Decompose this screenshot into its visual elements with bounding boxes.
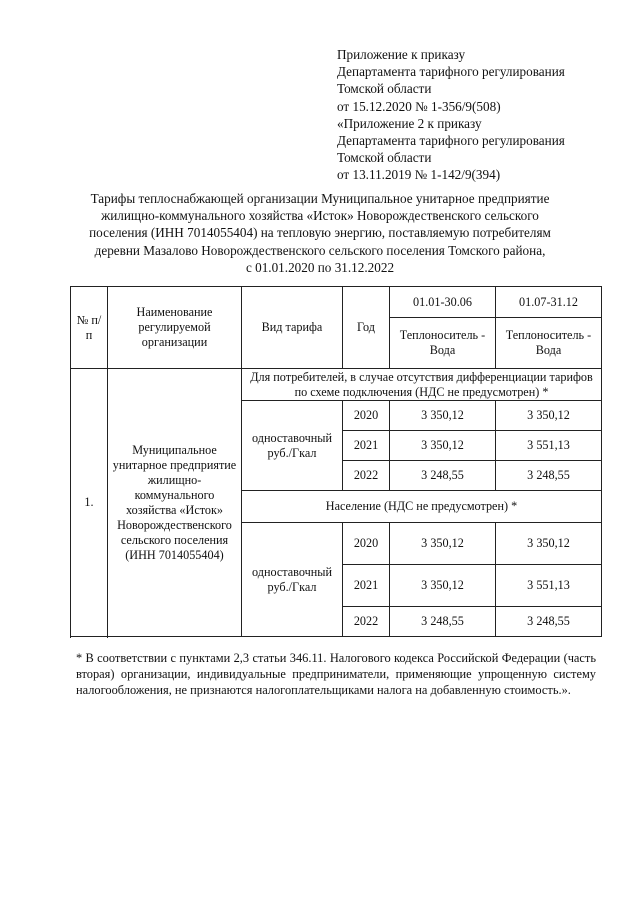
row-number: 1. bbox=[71, 369, 108, 637]
table-header-row bbox=[71, 287, 602, 318]
year-cell: 2020 bbox=[343, 523, 390, 565]
value-cell: 3 551,13 bbox=[496, 565, 602, 607]
appendix-line: от 13.11.2019 № 1-142/9(394) bbox=[337, 167, 501, 183]
header-carrier-1: Теплоноситель - Вода bbox=[390, 318, 496, 369]
header-period-2: 01.07-31.12 bbox=[496, 287, 602, 318]
header-carrier-2: Теплоноситель - Вода bbox=[496, 318, 602, 369]
value-cell: 3 350,12 bbox=[496, 523, 602, 565]
tariff-type-cell: одноставочный руб./Гкал bbox=[242, 523, 343, 637]
appendix-line: от 15.12.2020 № 1-356/9(508) bbox=[337, 98, 501, 114]
header-number: № п/п bbox=[71, 287, 108, 369]
appendix-line: Департамента тарифного регулирования bbox=[337, 133, 565, 149]
value-cell: 3 350,12 bbox=[496, 401, 602, 431]
header-organization: Наименование регулируемой организации bbox=[108, 287, 242, 369]
document-title bbox=[60, 190, 580, 276]
appendix-line: Томской области bbox=[337, 150, 432, 166]
header-period-1: 01.01-30.06 bbox=[390, 287, 496, 318]
value-cell: 3 350,12 bbox=[390, 523, 496, 565]
organization-name: Муниципальное унитарное предприятие жилищно-коммунального хозяйства «Исток» Новорождественского сельского поселения (ИНН 7014055404) bbox=[108, 369, 242, 637]
title-line: поселения (ИНН 7014055404) на тепловую энергию, поставляемую потребителям bbox=[89, 225, 551, 241]
tariff-table bbox=[70, 286, 602, 637]
title-line: Тарифы теплоснабжающей организации Муниципальное унитарное предприятие bbox=[90, 191, 550, 206]
title-line: с 01.01.2020 по 31.12.2022 bbox=[245, 259, 395, 275]
value-cell: 3 248,55 bbox=[390, 607, 496, 637]
appendix-line: «Приложение 2 к приказу bbox=[337, 115, 482, 131]
year-cell: 2021 bbox=[343, 431, 390, 461]
footnote: * В соответствии с пунктами 2,3 статьи 346.11. Налогового кодекса Российской Федерации (часть вторая) организации, индивидуальные предприниматели, применяющие упрощенную систему налогообложения, не признаются налогоплательщиками налога на добавленную стоимость.». bbox=[76, 651, 596, 698]
header-year: Год bbox=[343, 287, 390, 369]
appendix-line: Департамента тарифного регулирования bbox=[337, 64, 565, 80]
appendix-line: Томской области bbox=[337, 81, 432, 97]
value-cell: 3 350,12 bbox=[390, 431, 496, 461]
value-cell: 3 248,55 bbox=[496, 607, 602, 637]
year-cell: 2021 bbox=[343, 565, 390, 607]
year-cell: 2022 bbox=[343, 607, 390, 637]
appendix-reference bbox=[337, 46, 617, 184]
section-row bbox=[71, 369, 602, 401]
value-cell: 3 248,55 bbox=[496, 461, 602, 491]
section-title: Население (НДС не предусмотрен) * bbox=[242, 491, 602, 523]
year-cell: 2022 bbox=[343, 461, 390, 491]
value-cell: 3 551,13 bbox=[496, 431, 602, 461]
value-cell: 3 350,12 bbox=[390, 401, 496, 431]
section-title: Для потребителей, в случае отсутствия дифференциации тарифов по схеме подключения (НДС не предусмотрен) * bbox=[242, 369, 602, 401]
tariff-type-cell: одноставочный руб./Гкал bbox=[242, 401, 343, 491]
header-tariff-type: Вид тарифа bbox=[242, 287, 343, 369]
value-cell: 3 350,12 bbox=[390, 565, 496, 607]
appendix-line: Приложение к приказу bbox=[337, 47, 466, 62]
title-line: деревни Мазалово Новорождественского сельского поселения Томского района, bbox=[94, 242, 546, 258]
value-cell: 3 248,55 bbox=[390, 461, 496, 491]
title-line: жилищно-коммунального хозяйства «Исток» Новорождественского сельского bbox=[101, 208, 539, 224]
year-cell: 2020 bbox=[343, 401, 390, 431]
